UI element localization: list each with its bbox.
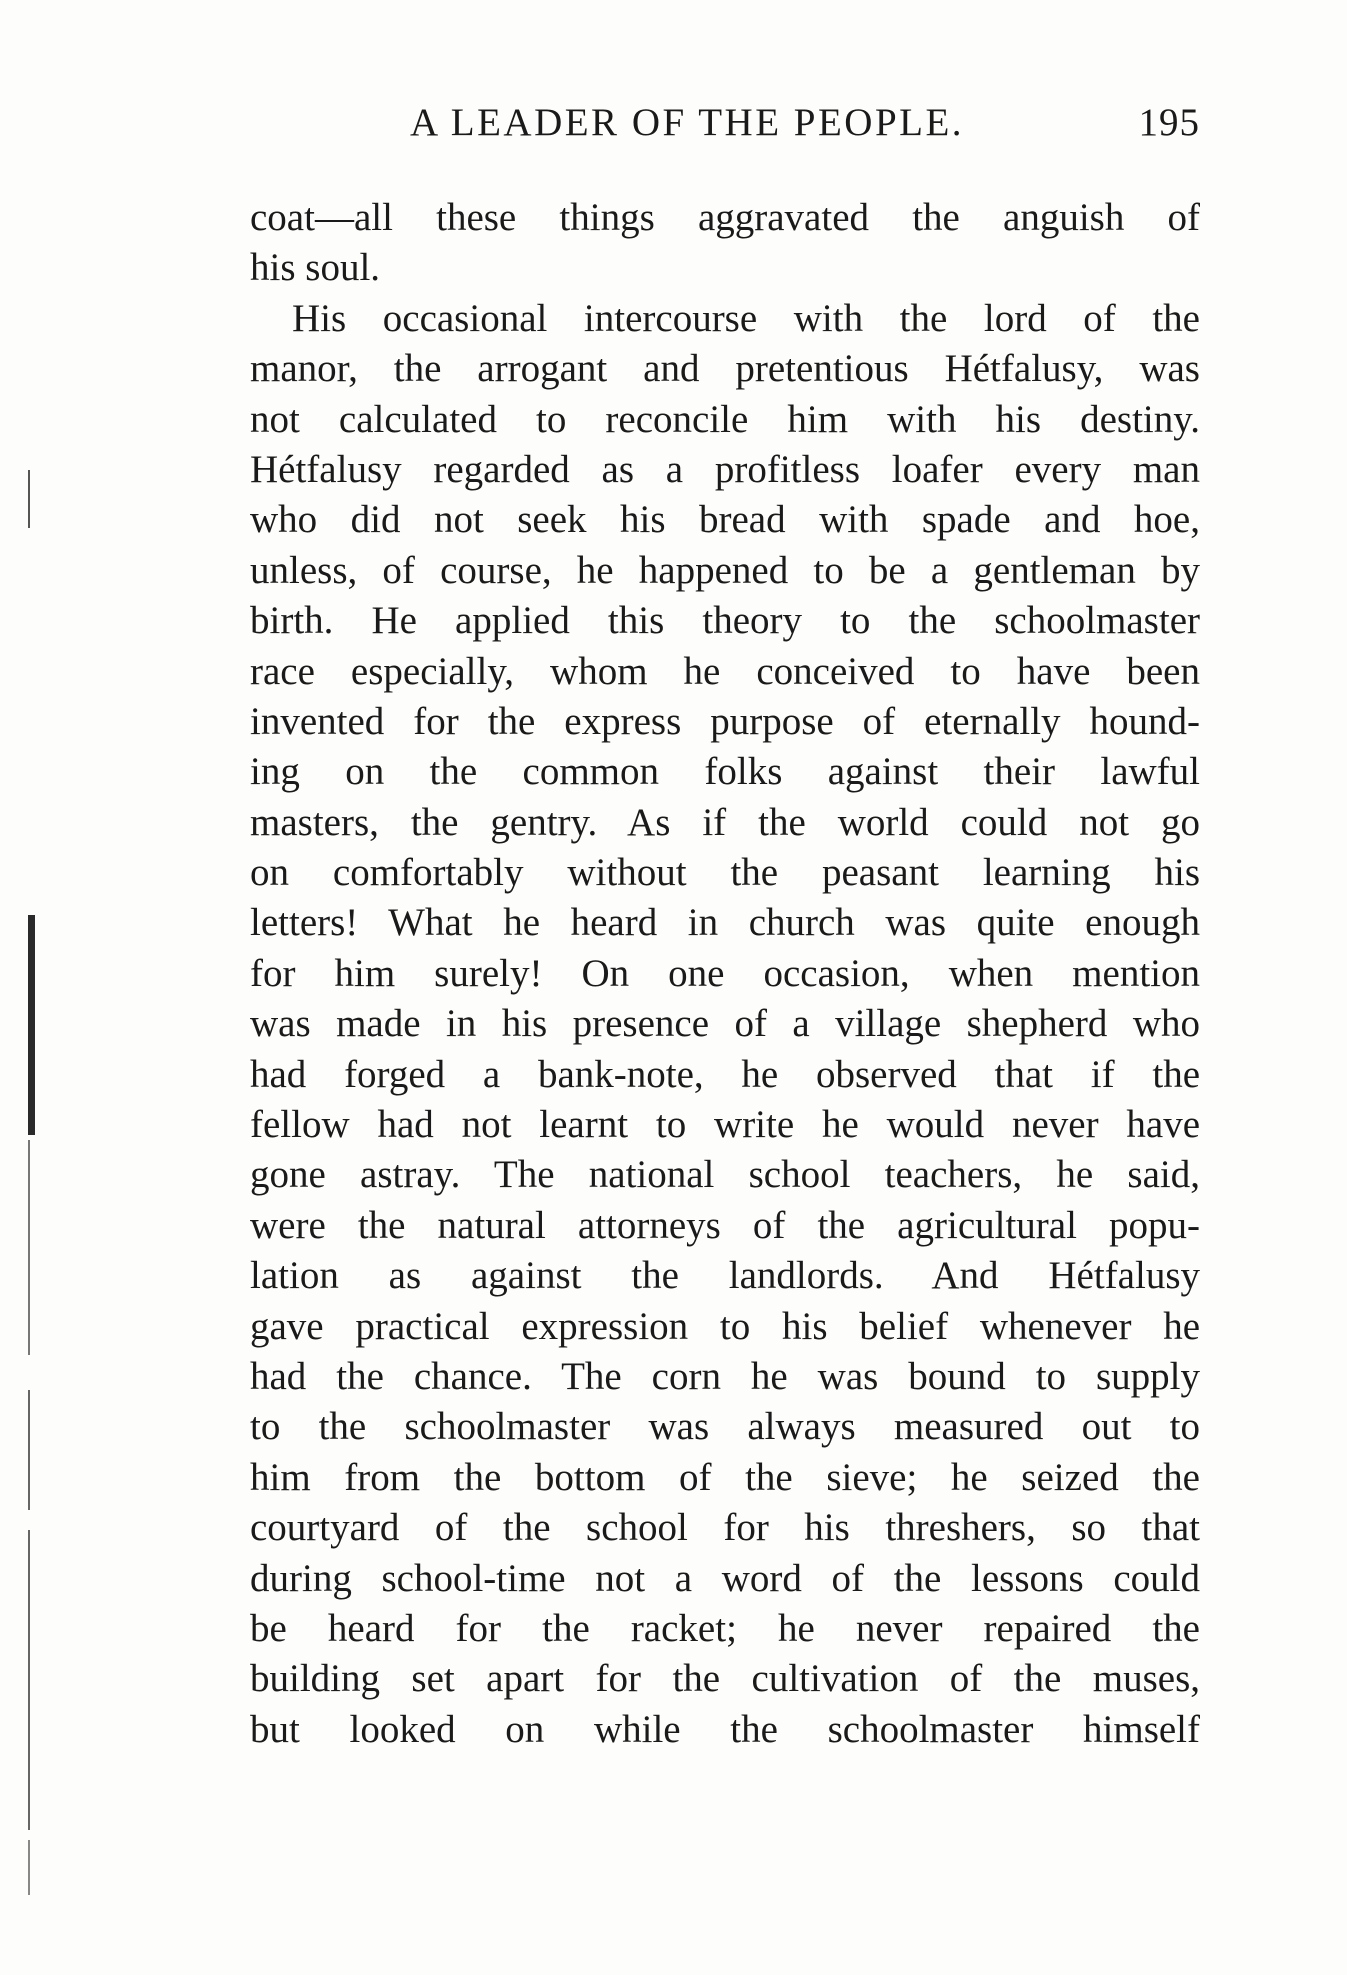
text-line: his soul. — [250, 246, 381, 290]
text-line: had the chance. The corn he was bound to supply — [250, 1354, 1200, 1398]
scan-edge-mark — [28, 1390, 30, 1510]
scan-edge-mark — [28, 470, 30, 528]
paragraph-start-line: His occasional intercourse with the lord of the — [292, 296, 1200, 340]
body-text — [250, 193, 1200, 1755]
text-line: were the natural attorneys of the agricultural popu- — [250, 1203, 1200, 1247]
text-line: ing on the common folks against their lawful — [250, 750, 1200, 794]
text-line: invented for the express purpose of eternally hound- — [250, 699, 1200, 743]
scan-edge-mark — [28, 1840, 30, 1895]
text-line: race especially, whom he conceived to have been — [250, 649, 1200, 693]
scan-edge-mark — [28, 1140, 30, 1355]
text-line: letters! What he heard in church was quite enough — [250, 901, 1200, 945]
text-line: on comfortably without the peasant learning his — [250, 851, 1200, 895]
text-line: during school-time not a word of the lessons could — [250, 1556, 1200, 1600]
text-line: Hétfalusy regarded as a profitless loafer every man — [250, 447, 1200, 491]
text-line: to the schoolmaster was always measured out to — [250, 1405, 1200, 1449]
scan-edge-mark — [28, 1530, 30, 1830]
text-line: manor, the arrogant and pretentious Hétfalusy, was — [250, 347, 1200, 391]
scan-edge-mark — [28, 915, 35, 1135]
text-line: be heard for the racket; he never repaired the — [250, 1606, 1200, 1650]
text-line: not calculated to reconcile him with his destiny. — [250, 397, 1200, 441]
text-line: gone astray. The national school teachers, he said, — [250, 1153, 1200, 1197]
text-line: had forged a bank-note, he observed that if the — [250, 1052, 1200, 1096]
text-line: was made in his presence of a village shepherd who — [250, 1002, 1200, 1046]
text-line: who did not seek his bread with spade and hoe, — [250, 498, 1200, 542]
text-line: building set apart for the cultivation of the muses, — [250, 1657, 1200, 1701]
text-line: masters, the gentry. As if the world could not go — [250, 800, 1200, 844]
text-line: coat—all these things aggravated the anguish of — [250, 196, 1200, 239]
text-line: birth. He applied this theory to the schoolmaster — [250, 599, 1200, 643]
running-header — [250, 100, 1200, 160]
page-number: 195 — [1138, 101, 1200, 144]
text-line: him from the bottom of the sieve; he seized the — [250, 1455, 1200, 1499]
running-title: A LEADER OF THE PEOPLE. — [410, 101, 965, 144]
text-line: for him surely! On one occasion, when mention — [250, 951, 1200, 995]
text-line: fellow had not learnt to write he would never have — [250, 1103, 1200, 1147]
text-line: but looked on while the schoolmaster himself — [250, 1707, 1200, 1751]
text-line: lation as against the landlords. And Hétfalusy — [250, 1254, 1200, 1298]
text-line: gave practical expression to his belief whenever he — [250, 1304, 1200, 1348]
text-line: unless, of course, he happened to be a gentleman by — [250, 548, 1200, 592]
text-line: courtyard of the school for his threshers, so that — [250, 1506, 1200, 1550]
